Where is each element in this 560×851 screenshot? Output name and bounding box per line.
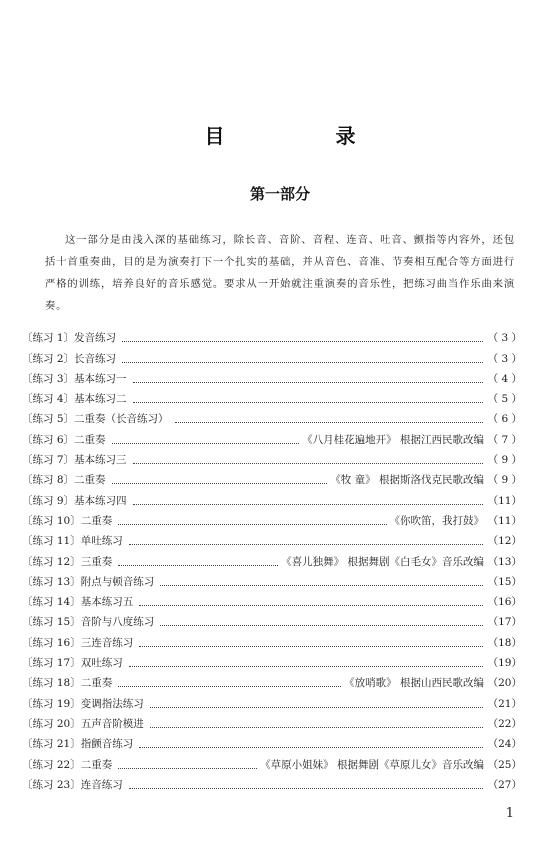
toc-item-title: 长音练习 <box>74 352 117 365</box>
toc-item[interactable] <box>22 751 522 771</box>
dot-leader <box>139 645 483 647</box>
dot-leader <box>160 624 483 626</box>
toc-item-page: （ 3 ） <box>487 332 522 345</box>
toc-item-title: 二重奏 <box>74 474 106 487</box>
toc-item-number: 〔练习 2〕 <box>22 352 75 365</box>
toc-item-number: 〔练习 23〕 <box>22 778 81 791</box>
toc-item[interactable] <box>22 366 522 386</box>
toc-item-source: 《你吹笛，我打鼓》 <box>389 514 484 527</box>
dot-leader <box>129 787 483 789</box>
toc-item-source: 《草原小姐妹》 根据舞剧《草原儿女》音乐改编 <box>260 758 484 771</box>
toc-item[interactable] <box>22 447 522 467</box>
dot-leader <box>150 706 483 708</box>
toc-item-title: 连音练习 <box>80 778 123 791</box>
toc-item-page: （ 7 ） <box>487 433 522 446</box>
toc-item[interactable] <box>22 386 522 406</box>
toc-item-title: 三重奏 <box>80 555 113 568</box>
dot-leader <box>112 442 300 444</box>
toc-item-page: （ 3 ） <box>487 352 522 365</box>
toc-item-source: 《喜儿独舞》 根据舞剧《白毛女》音乐改编 <box>281 555 484 568</box>
dot-leader <box>133 462 483 464</box>
toc-item-page: （11） <box>487 514 522 527</box>
intro-paragraph: 这一部分是由浅入深的基础练习，除长音、音阶、音程、连音、吐音、颤指等内容外，还包括十首重奏曲，目的是为演奏打下一个扎实的基础，并从音色、音准、节奏相互配合等方面进行严格的训练，培养良好的音乐感觉。要求从一开始就注重演奏的音乐性，把练习曲当作乐曲来演奏。 <box>45 234 515 313</box>
toc-item-page: （13） <box>487 555 522 568</box>
toc-item-title: 双吐练习 <box>80 657 123 670</box>
page-title: 目 录 <box>204 124 408 148</box>
toc-item-number: 〔练习 9〕 <box>22 494 75 507</box>
toc-item[interactable] <box>22 589 522 609</box>
toc-item-number: 〔练习 7〕 <box>22 454 75 467</box>
toc-item[interactable] <box>22 426 522 446</box>
page-number: 1 <box>505 806 514 821</box>
toc-item-source: 《放哨歌》 根据山西民歌改编 <box>344 677 484 690</box>
dot-leader <box>122 361 483 363</box>
toc-item-title: 二重奏 <box>74 433 106 446</box>
dot-leader <box>160 584 483 586</box>
toc-item-title: 二重奏 <box>80 677 113 690</box>
toc-item[interactable] <box>22 609 522 629</box>
dot-leader <box>118 564 278 566</box>
toc-item[interactable] <box>22 406 522 426</box>
toc-item-number: 〔练习 21〕 <box>22 738 81 751</box>
toc-item[interactable] <box>22 528 522 548</box>
toc-item-number: 〔练习 1〕 <box>22 332 75 345</box>
toc-item[interactable] <box>22 345 522 365</box>
toc-item[interactable] <box>22 487 522 507</box>
toc-item-page: （ 9 ） <box>487 474 522 487</box>
dot-leader <box>122 340 483 342</box>
toc-item[interactable] <box>22 629 522 649</box>
toc-item[interactable] <box>22 467 522 487</box>
toc-item-page: （24） <box>487 738 522 751</box>
toc-item[interactable] <box>22 772 522 792</box>
toc-item-title: 基本练习三 <box>74 454 127 467</box>
toc-item-title: 基本练习五 <box>80 596 134 609</box>
dot-leader <box>118 767 257 769</box>
toc-item-title: 音阶与八度练习 <box>80 616 155 629</box>
toc-item-source: 《牧 童》 根据斯洛伐克民歌改编 <box>330 474 484 487</box>
toc-item-number: 〔练习 8〕 <box>22 474 75 487</box>
toc-item-page: （16） <box>487 596 522 609</box>
toc-item-number: 〔练习 6〕 <box>22 433 75 446</box>
dot-leader <box>139 746 483 748</box>
toc-item-page: （15） <box>487 575 522 588</box>
toc-item-number: 〔练习 5〕 <box>22 413 75 426</box>
toc-item[interactable] <box>22 711 522 731</box>
toc-item-title: 发音练习 <box>74 332 117 345</box>
toc-item-page: （17） <box>487 616 522 629</box>
toc-item-page: （11） <box>487 494 522 507</box>
toc-item[interactable] <box>22 508 522 528</box>
toc-item-number: 〔练习 11〕 <box>22 535 81 548</box>
toc-item-page: （12） <box>487 535 522 548</box>
toc-item-page: （ 5 ） <box>487 393 522 406</box>
toc-item[interactable] <box>22 670 522 690</box>
toc-item-page: （20） <box>487 677 522 690</box>
toc-item-title: 三连音练习 <box>80 636 134 649</box>
toc-item-page: （ 6 ） <box>487 413 522 426</box>
toc-item-page: （25） <box>487 758 522 771</box>
toc-item[interactable] <box>22 690 522 710</box>
toc-item-number: 〔练习 10〕 <box>22 514 81 527</box>
toc-item[interactable] <box>22 325 522 345</box>
toc-item-number: 〔练习 4〕 <box>22 393 75 406</box>
dot-leader <box>118 523 386 525</box>
toc-item-page: （19） <box>487 657 522 670</box>
toc-item-page: （27） <box>487 778 522 791</box>
toc-item-number: 〔练习 16〕 <box>22 636 81 649</box>
dot-leader <box>118 685 341 687</box>
toc-item-title: 指颤音练习 <box>80 738 134 751</box>
toc-item-number: 〔练习 19〕 <box>22 697 81 710</box>
toc-item-number: 〔练习 12〕 <box>22 555 81 568</box>
dot-leader <box>133 503 483 505</box>
toc-item-number: 〔练习 22〕 <box>22 758 81 771</box>
dot-leader <box>139 604 483 606</box>
toc-item-title: 单吐练习 <box>80 535 123 548</box>
toc-item-title: 基本练习一 <box>74 372 127 385</box>
section-title: 第一部分 <box>249 185 310 203</box>
toc-item[interactable] <box>22 548 522 568</box>
toc-item[interactable] <box>22 650 522 670</box>
dot-leader <box>133 381 483 383</box>
toc-item-number: 〔练习 17〕 <box>22 657 81 670</box>
toc-item-title: 二重奏 <box>80 758 113 771</box>
dot-leader <box>112 482 328 484</box>
toc-item-title: 五声音阶模进 <box>80 717 144 730</box>
toc-item-title: 二重奏（长音练习） <box>74 413 169 426</box>
dot-leader <box>150 726 483 728</box>
toc-item-title: 基本练习四 <box>74 494 127 507</box>
dot-leader <box>129 543 483 545</box>
toc-item-page: （21） <box>487 697 522 710</box>
toc-item-title: 变调指法练习 <box>80 697 144 710</box>
toc-item-source: 《八月桂花遍地开》 根据江西民歌改编 <box>302 433 484 446</box>
toc-item-page: （ 9 ） <box>487 454 522 467</box>
table-of-contents <box>22 325 522 792</box>
toc-item[interactable] <box>22 731 522 751</box>
toc-item[interactable] <box>22 569 522 589</box>
toc-item-title: 附点与顿音练习 <box>80 575 155 588</box>
toc-item-title: 二重奏 <box>80 514 113 527</box>
toc-item-page: （22） <box>487 717 522 730</box>
toc-item-number: 〔练习 13〕 <box>22 575 81 588</box>
toc-item-number: 〔练习 18〕 <box>22 677 81 690</box>
toc-item-page: （ 4 ） <box>487 372 522 385</box>
toc-item-title: 基本练习二 <box>74 393 127 406</box>
toc-item-number: 〔练习 14〕 <box>22 596 81 609</box>
dot-leader <box>133 401 483 403</box>
toc-item-number: 〔练习 3〕 <box>22 372 75 385</box>
dot-leader <box>175 421 483 423</box>
toc-item-number: 〔练习 15〕 <box>22 616 81 629</box>
toc-item-number: 〔练习 20〕 <box>22 717 81 730</box>
dot-leader <box>129 665 483 667</box>
toc-item-page: （18） <box>487 636 522 649</box>
